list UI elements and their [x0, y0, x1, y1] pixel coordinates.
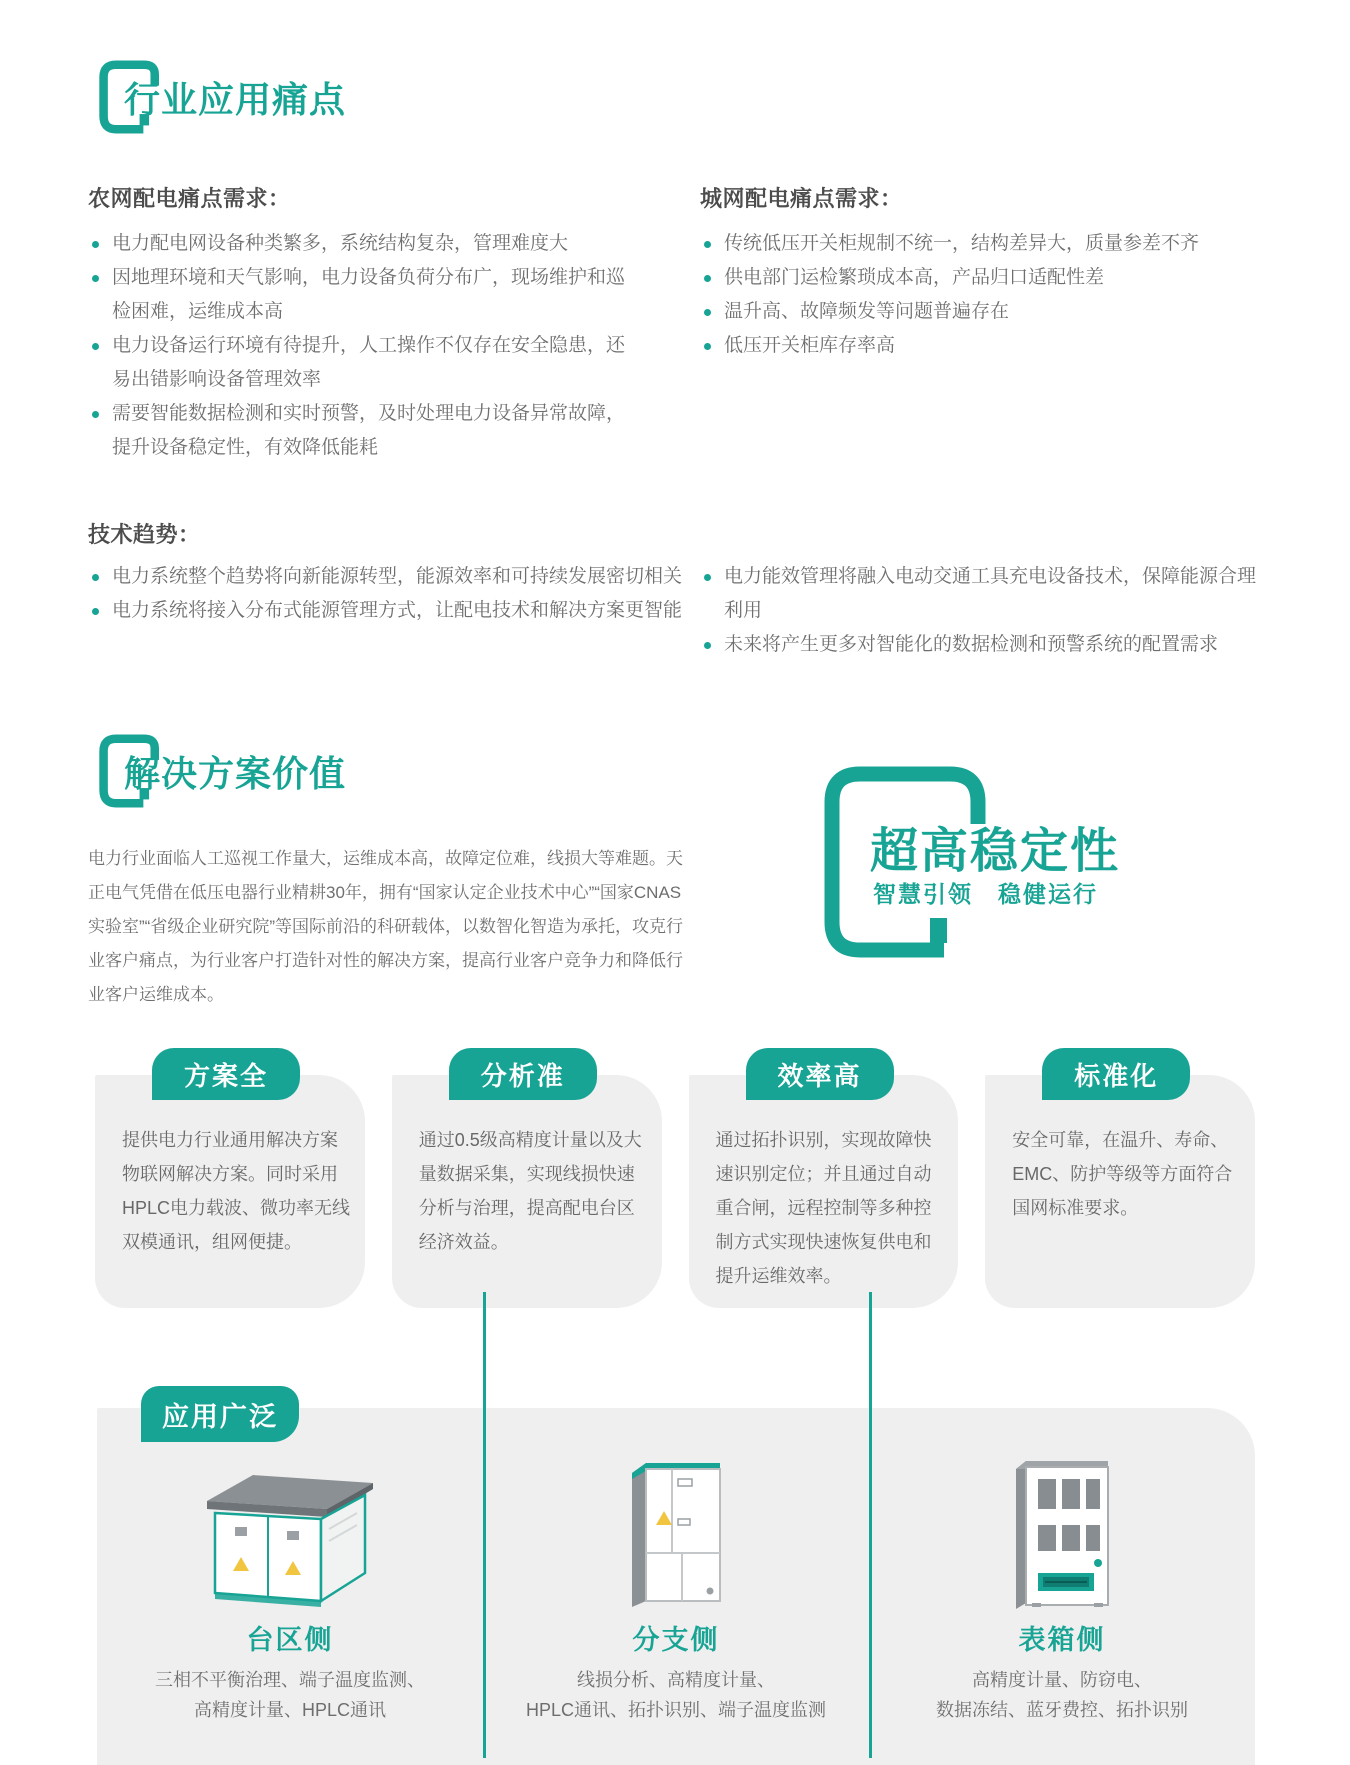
- card-text: 通过拓扑识别，实现故障快速识别定位；并且通过自动重合闸，远程控制等多种控制方式实现快速恢复供电和提升运维效率。: [689, 1075, 959, 1308]
- bullet-item: 因地理环境和天气影响，电力设备负荷分布广，现场维护和巡检困难，运维成本高: [88, 261, 633, 329]
- bullet-item: 低压开关柜库存率高: [700, 329, 1240, 363]
- description-line: 数据冻结、蓝牙费控、拓扑识别: [936, 1700, 1188, 1720]
- urban-pain-column: [700, 182, 1240, 363]
- application-description: [483, 1665, 869, 1725]
- trends-right-list: [700, 560, 1270, 662]
- distribution-substation-icon: [195, 1455, 385, 1610]
- bullet-item: 电力能效管理将融入电动交通工具充电设备技术，保障能源合理利用: [700, 560, 1270, 628]
- application-description: [869, 1665, 1255, 1725]
- card-label: 标准化: [1042, 1048, 1190, 1100]
- bullet-item: 需要智能数据检测和实时预警，及时处理电力设备异常故障，提升设备稳定性，有效降低能耗: [88, 397, 633, 465]
- trends-heading: 技术趋势：: [88, 522, 201, 547]
- bullet-item: 温升高、故障频发等问题普遍存在: [700, 295, 1240, 329]
- card-label: 效率高: [746, 1048, 894, 1100]
- application-label: 台区侧: [246, 1625, 334, 1655]
- meter-box-icon: [1002, 1455, 1122, 1610]
- application-description: [97, 1665, 483, 1725]
- solution-paragraph: 电力行业面临人工巡视工作量大，运维成本高，故障定位难，线损大等难题。天正电气凭借在低压电器行业精耕30年，拥有“国家认定企业技术中心”“国家CNAS实验室”“省级企业研究院”等国际前沿的科研载体，以数智化智造为承托，攻克行业客户痛点，为行业客户打造针对性的解决方案，提高行业客户竞争力和降低行业客户运维成本。: [88, 849, 683, 1004]
- branch-cabinet-icon: [616, 1455, 736, 1610]
- description-line: 高精度计量、防窃电、: [972, 1670, 1152, 1690]
- applications-tab: 应用广泛: [141, 1386, 299, 1442]
- section-title-pain-points: 行业应用痛点: [124, 79, 347, 120]
- value-card: [392, 1048, 662, 1308]
- bullet-item: 电力设备运行环境有待提升，人工操作不仅存在安全隐患，还易出错影响设备管理效率: [88, 329, 633, 397]
- application-columns: [97, 1450, 1255, 1725]
- application-column-biaoxiang: [869, 1450, 1255, 1725]
- description-line: HPLC通讯、拓扑识别、端子温度监测: [525, 1700, 826, 1720]
- pain-points-header: [96, 56, 516, 152]
- stability-callout: [818, 760, 1178, 972]
- description-line: 三相不平衡治理、端子温度监测、: [155, 1670, 425, 1690]
- card-text: 安全可靠，在温升、寿命、EMC、防护等级等方面符合国网标准要求。: [985, 1075, 1255, 1308]
- application-label: 表箱侧: [1018, 1625, 1106, 1655]
- solution-value-header: [96, 730, 516, 826]
- rural-pain-column: [88, 182, 633, 465]
- bullet-item: 未来将产生更多对智能化的数据检测和预警系统的配置需求: [700, 628, 1270, 662]
- application-column-fenzhi: [483, 1450, 869, 1725]
- application-label: 分支侧: [632, 1625, 720, 1655]
- bullet-item: 电力配电网设备种类繁多，系统结构复杂，管理难度大: [88, 227, 633, 261]
- value-card: [689, 1048, 959, 1308]
- description-line: 线损分析、高精度计量、: [577, 1670, 775, 1690]
- card-text: 通过0.5级高精度计量以及大量数据采集，实现线损快速分析与治理，提高配电台区经济效益。: [392, 1075, 662, 1308]
- bullet-item: 电力系统将接入分布式能源管理方式，让配电技术和解决方案更智能: [88, 594, 688, 628]
- card-label: 分析准: [449, 1048, 597, 1100]
- rural-pain-heading: 农网配电痛点需求：: [88, 186, 291, 211]
- callout-title: 超高稳定性: [870, 825, 1121, 878]
- bullet-item: 供电部门运检繁琐成本高，产品归口适配性差: [700, 261, 1240, 295]
- value-card: [985, 1048, 1255, 1308]
- trends-left-list: [88, 560, 688, 628]
- section-title-solution-value: 解决方案价值: [124, 753, 347, 794]
- rural-pain-list: [88, 227, 633, 465]
- urban-pain-list: [700, 227, 1240, 363]
- value-cards: [95, 1048, 1255, 1308]
- value-card: [95, 1048, 365, 1308]
- bullet-item: 传统低压开关柜规制不统一，结构差异大，质量参差不齐: [700, 227, 1240, 261]
- description-line: 高精度计量、HPLC通讯: [193, 1700, 386, 1720]
- card-label: 方案全: [152, 1048, 300, 1100]
- application-column-taiqu: [97, 1450, 483, 1725]
- callout-subtitle: 智慧引领 稳健运行: [873, 881, 1098, 907]
- card-text: 提供电力行业通用解决方案物联网解决方案。同时采用HPLC电力载波、微功率无线双模通讯，组网便捷。: [95, 1075, 365, 1308]
- bullet-item: 电力系统整个趋势将向新能源转型，能源效率和可持续发展密切相关: [88, 560, 688, 594]
- urban-pain-heading: 城网配电痛点需求：: [700, 186, 903, 211]
